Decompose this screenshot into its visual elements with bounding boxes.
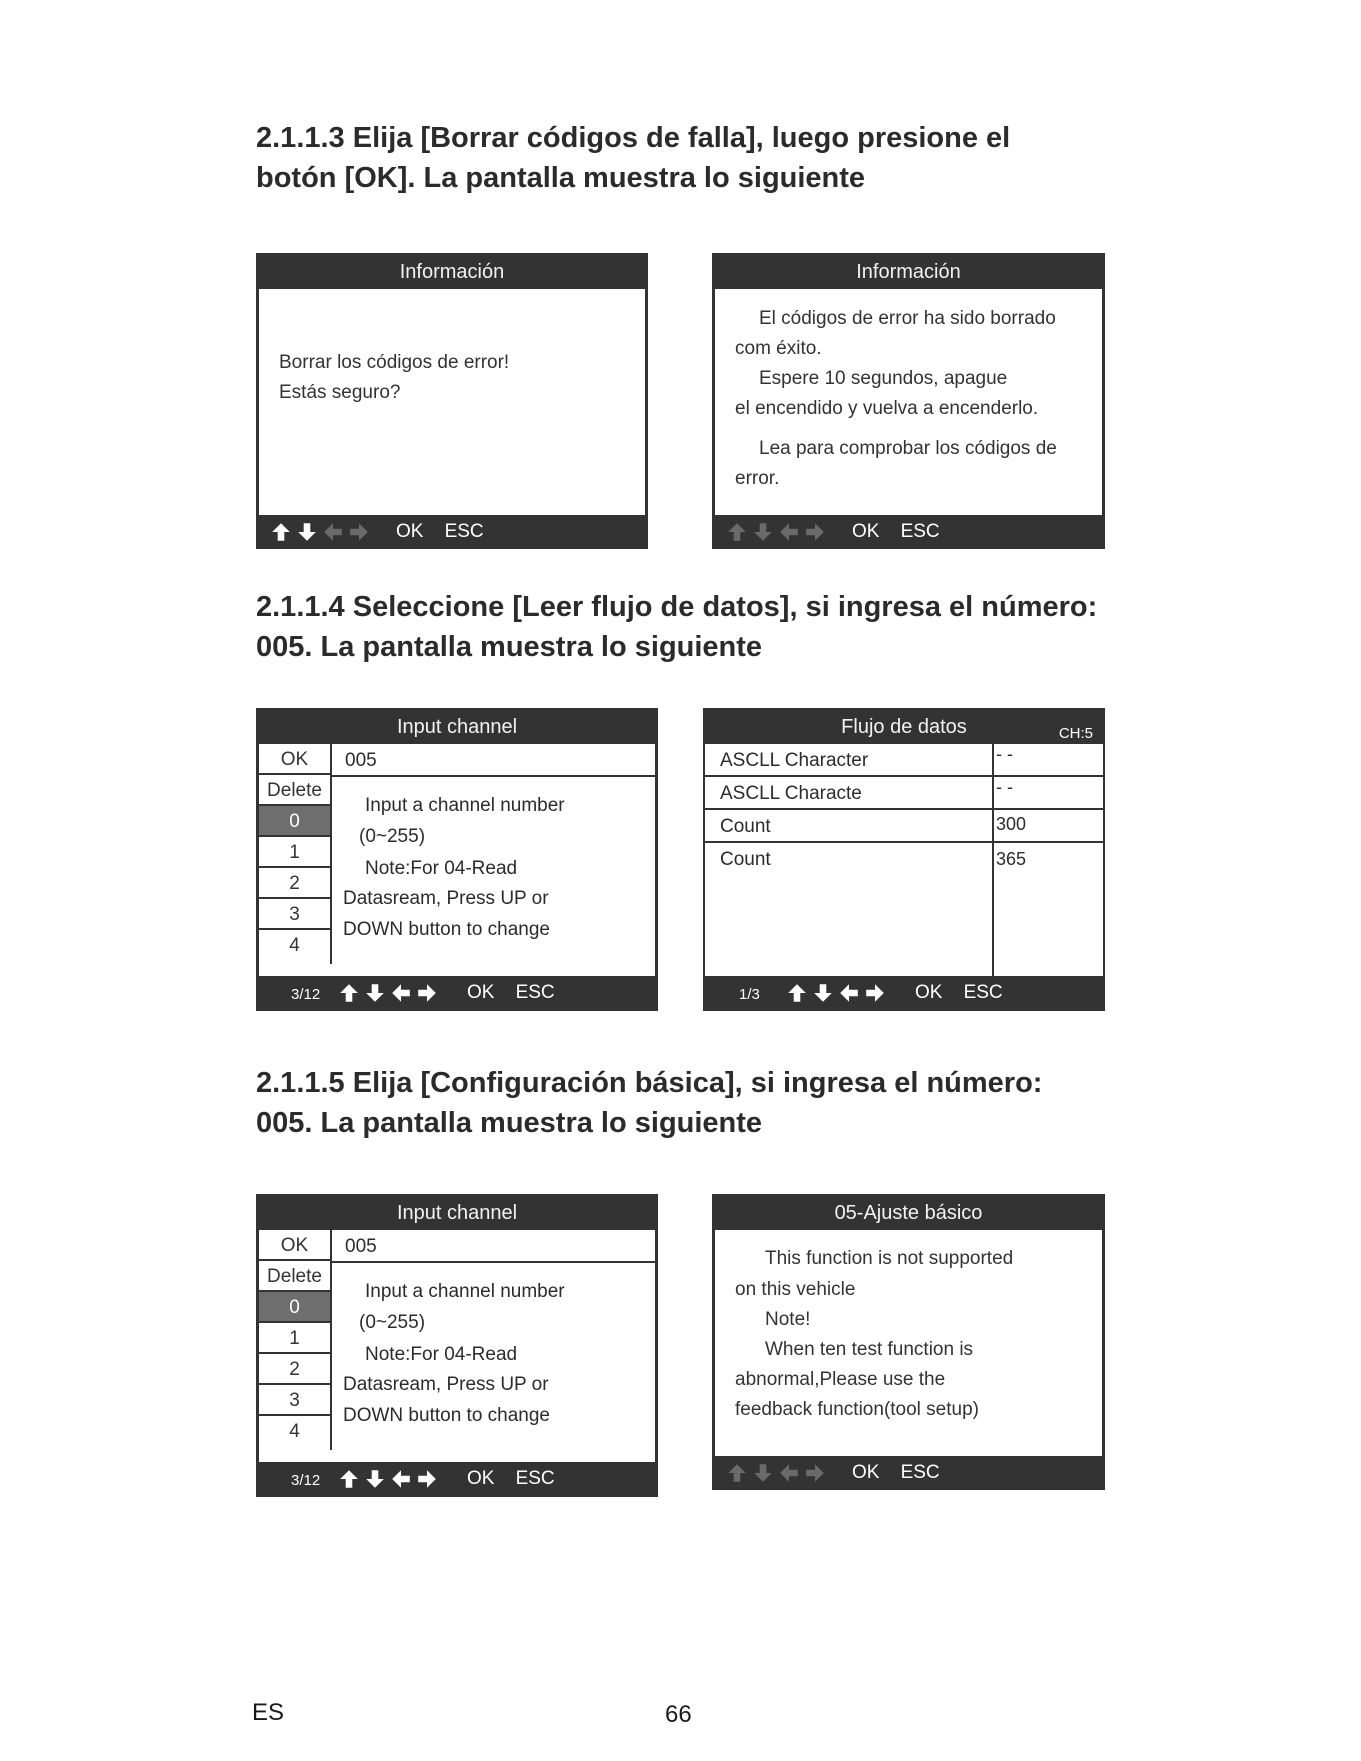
heading-line: 2.1.1.5 Elija [Configuración básica], si ingresa el número: [256,1067,1043,1099]
key-1[interactable]: 1 [259,837,332,868]
screen-title: 05-Ajuste básico [834,1202,983,1224]
screen-data-stream [703,708,1105,1011]
row-value: 300 [996,814,1027,834]
section-heading-2-1-1-4 [256,587,1097,667]
key-1[interactable]: 1 [259,1323,332,1354]
message-line: abnormal,Please use the [735,1369,946,1390]
message-line: com éxito. [735,338,822,359]
ok-esc-buttons[interactable]: OK ESC [467,982,555,1003]
hint-line: (0~255) [359,826,426,847]
row-name: ASCLL Character [720,750,869,771]
key-ok[interactable]: OK [259,744,332,775]
ok-esc-buttons[interactable]: OK ESC [852,1462,940,1483]
table-row[interactable] [705,744,1103,777]
row-name: Count [720,849,771,870]
screen-footer [256,515,648,549]
screen-title: Flujo de datos [841,716,967,738]
screen-footer [712,1456,1105,1490]
hint-line: Note:For 04-Read [365,1344,518,1365]
key-3[interactable]: 3 [259,899,332,930]
message-line: Espere 10 segundos, apague [759,368,1008,389]
message-line: on this vehicle [735,1279,856,1300]
channel-number-field[interactable]: 005 [332,1230,655,1263]
key-2[interactable]: 2 [259,1354,332,1385]
arrow-up-icon[interactable] [726,1462,748,1484]
page-indicator: 3/12 [291,986,321,1003]
row-value: 365 [996,849,1027,869]
arrow-right-icon[interactable] [416,1468,438,1490]
screen-input-channel [256,1194,658,1497]
page-indicator: 3/12 [291,1472,321,1489]
key-0[interactable]: 0 [259,1292,332,1323]
table-row[interactable] [705,810,1103,843]
arrow-up-icon[interactable] [726,521,748,543]
message-line: el encendido y vuelva a encenderlo. [735,398,1039,419]
message-line: This function is not supported [765,1248,1014,1269]
screen-title: Información [399,261,505,283]
page-number: 66 [665,1701,692,1728]
message-line: Estás seguro? [279,382,401,403]
arrow-up-icon[interactable] [338,982,360,1004]
hint-line: Datasream, Press UP or [343,888,549,909]
heading-line: 2.1.1.4 Seleccione [Leer flujo de datos], si ingresa el número: [256,591,1098,623]
arrow-left-icon[interactable] [390,1468,412,1490]
arrow-left-icon[interactable] [838,982,860,1004]
key-3[interactable]: 3 [259,1385,332,1416]
hint-line: DOWN button to change [343,919,550,940]
arrow-up-icon[interactable] [786,982,808,1004]
ok-esc-buttons[interactable]: OK ESC [467,1468,555,1489]
screen-footer [256,1462,658,1497]
heading-line: botón [OK]. La pantalla muestra lo siguiente [256,162,866,194]
screen-body [715,289,1102,515]
arrow-down-icon[interactable] [812,982,834,1004]
arrow-left-icon[interactable] [390,982,412,1004]
row-name: ASCLL Characte [720,783,862,804]
arrow-down-icon[interactable] [296,521,318,543]
message-line: error. [735,468,780,489]
keypad [259,1230,332,1450]
hint-line: Input a channel number [365,795,565,816]
hint-line: Input a channel number [365,1281,565,1302]
screen-body [259,744,655,976]
key-4[interactable]: 4 [259,930,332,964]
page-indicator: 1/3 [739,986,760,1003]
arrow-right-icon[interactable] [864,982,886,1004]
arrow-right-icon[interactable] [416,982,438,1004]
message-line: El códigos de error ha sido borrado [759,308,1056,329]
arrow-down-icon[interactable] [364,1468,386,1490]
arrow-left-icon[interactable] [778,521,800,543]
ok-esc-buttons[interactable]: OK ESC [915,982,1003,1003]
key-0[interactable]: 0 [259,806,332,837]
arrow-right-icon[interactable] [804,521,826,543]
ok-esc-buttons[interactable]: OK ESC [852,521,940,542]
key-delete[interactable]: Delete [259,1261,332,1292]
heading-line: 005. La pantalla muestra lo siguiente [256,631,763,663]
key-ok[interactable]: OK [259,1230,332,1261]
screen-body [259,289,645,515]
arrow-up-icon[interactable] [338,1468,360,1490]
arrow-left-icon[interactable] [322,521,344,543]
screen-input-channel [256,708,658,1011]
arrow-down-icon[interactable] [752,1462,774,1484]
keypad [259,744,332,964]
arrow-up-icon[interactable] [270,521,292,543]
section-heading-2-1-1-5 [256,1063,1042,1143]
message-line: Lea para comprobar los códigos de [759,438,1057,459]
screen-body [259,1230,655,1462]
heading-line: 2.1.1.3 Elija [Borrar códigos de falla], luego presione el [256,122,1011,154]
screen-body [705,744,1103,976]
section-heading-2-1-1-3 [256,118,1010,198]
row-name: Count [720,816,771,837]
screen-body [715,1230,1102,1456]
message-line: Borrar los códigos de error! [279,352,510,373]
screen-erase-done [712,253,1105,549]
key-4[interactable]: 4 [259,1416,332,1450]
channel-indicator: CH:5 [1058,725,1093,742]
arrow-down-icon[interactable] [752,521,774,543]
screen-title: Input channel [396,716,518,738]
screen-footer [712,515,1105,549]
row-value: - - [996,777,1013,797]
arrow-left-icon[interactable] [778,1462,800,1484]
arrow-right-icon[interactable] [348,521,370,543]
message-line: feedback function(tool setup) [735,1399,979,1420]
arrow-right-icon[interactable] [804,1462,826,1484]
table-row[interactable] [705,843,1103,876]
row-value: - - [996,744,1013,764]
screen-title: Información [856,261,961,283]
key-delete[interactable]: Delete [259,775,332,806]
message-line: When ten test function is [765,1339,974,1360]
hint-line: DOWN button to change [343,1405,550,1426]
screen-footer [703,976,1105,1011]
hint-line: (0~255) [359,1312,426,1333]
channel-number-field[interactable]: 005 [332,744,655,777]
hint-line: Datasream, Press UP or [343,1374,549,1395]
screen-basic-setting [712,1194,1105,1490]
key-2[interactable]: 2 [259,868,332,899]
heading-line: 005. La pantalla muestra lo siguiente [256,1107,763,1139]
table-row[interactable] [705,777,1103,810]
language-label: ES [252,1699,285,1726]
hint-line: Note:For 04-Read [365,858,518,879]
arrow-down-icon[interactable] [364,982,386,1004]
screen-footer [256,976,658,1011]
ok-esc-buttons[interactable]: OK ESC [396,521,484,542]
message-line: Note! [765,1309,811,1330]
screen-title: Input channel [396,1202,518,1224]
screen-erase-confirm [256,253,648,549]
